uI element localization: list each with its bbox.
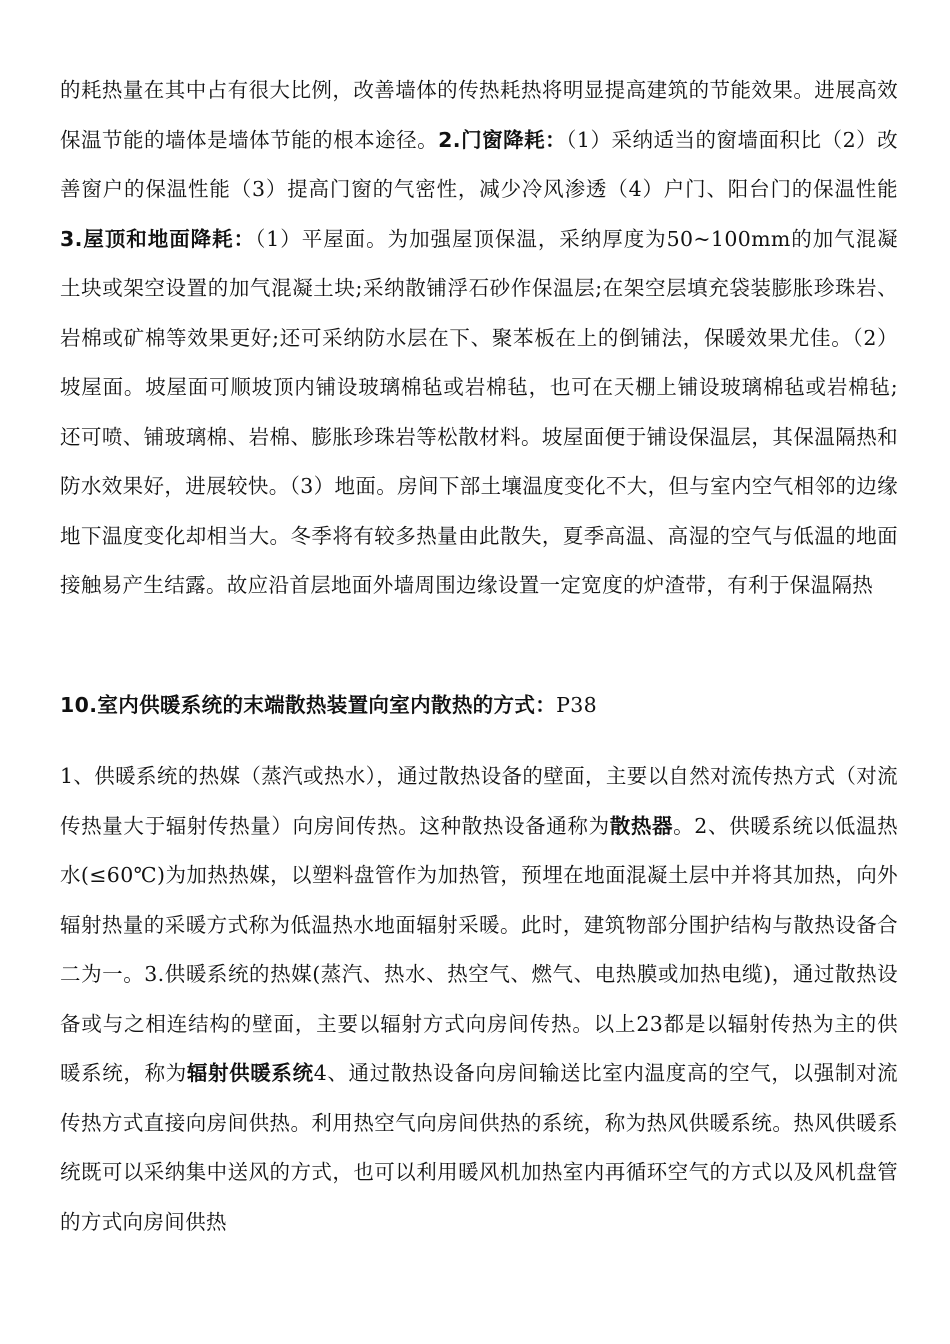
heading-roof-ground: 3.屋顶和地面降耗： xyxy=(60,226,256,251)
paragraph-text: （1）采纳适当的窗墙面积比（2）改善窗户的保温性能（3）提高门窗的气密性，减少冷风渗透（4）户门、阳台门的保温性能 xyxy=(60,127,898,201)
paragraph-text: 4、通过散热设备向房间输送比室内温度高的空气，以强制对流传热方式直接向房间供热。利用热空气向房间供热的系统，称为热风供暖系统。热风供暖系统既可以采纳集中送风的方式，也可以利用暖风机加热室内再循环空气的方式以及风机盘管的方式向房间供热 xyxy=(60,1061,898,1234)
paragraph-text: 的耗热量在其中占有很大比例，改善墙体的传热耗热将明显提高建筑的节能效果。进展高效保温节能的墙体是墙体节能的根本途径。 xyxy=(60,78,898,152)
paragraph-text: （1）平屋面。为加强屋顶保温，采纳厚度为50~100mm的加气混凝土块或架空设置的加气混凝土块;采纳散铺浮石砂作保温层;在架空层填充袋装膨胀珍珠岩、岩棉或矿棉等效果更好;还可采纳防水层在下、聚苯板在上的倒铺法，保暖效果尤佳。（2）坡屋面。坡屋面可顺坡顶内铺设玻璃棉毡或岩棉毡，也可在天棚上铺设玻璃棉毡或岩棉毡;还可喷、铺玻璃棉、岩棉、膨胀珍珠岩等松散材料。坡屋面便于铺设保温层，其保温隔热和防水效果好，进展较快。（3）地面。房间下部土壤温度变化不大，但与室内空气相邻的边缘地下温度变化却相当大。冬季将有较多热量由此散失，夏季高温、高湿的空气与低温的地面接触易产生结露。故应沿首层地面外墙周围边缘设置一定宽度的炉渣带，有利于保温隔热 xyxy=(60,226,899,597)
heat-dissipation-paragraph xyxy=(60,752,898,1247)
paragraph-text: 1、供暖系统的热媒（蒸汽或热水），通过散热设备的壁面，主要以自然对流传热方式（对流传热量大于辐射传热量）向房间传热。这种散热设备通称为 xyxy=(60,764,898,838)
heading-door-window: 2.门窗降耗： xyxy=(438,127,567,152)
question-10-heading xyxy=(60,681,898,731)
paragraph-text: 。2、供暖系统以低温热水(≤60℃)为加热热媒，以塑料盘管作为加热管，预埋在地面混凝土层中并将其加热，向外辐射热量的采暖方式称为低温热水地面辐射采暖。此时，建筑物部分围护结构与散热设备合二为一。3.供暖系统的热媒(蒸汽、热水、热空气、燃气、电热膜或加热电缆)，通过散热设备或与之相连结构的壁面，主要以辐射方式向房间传热。以上23都是以辐射传热为主的供暖系统，称为 xyxy=(60,813,898,1085)
energy-saving-paragraph xyxy=(60,66,898,611)
question-title: 10.室内供暖系统的末端散热装置向室内散热的方式： xyxy=(60,693,557,717)
page-reference: P38 xyxy=(556,693,598,717)
term-radiant-heating-system: 辐射供暖系统 xyxy=(186,1061,314,1085)
term-radiator: 散热器 xyxy=(609,813,674,838)
